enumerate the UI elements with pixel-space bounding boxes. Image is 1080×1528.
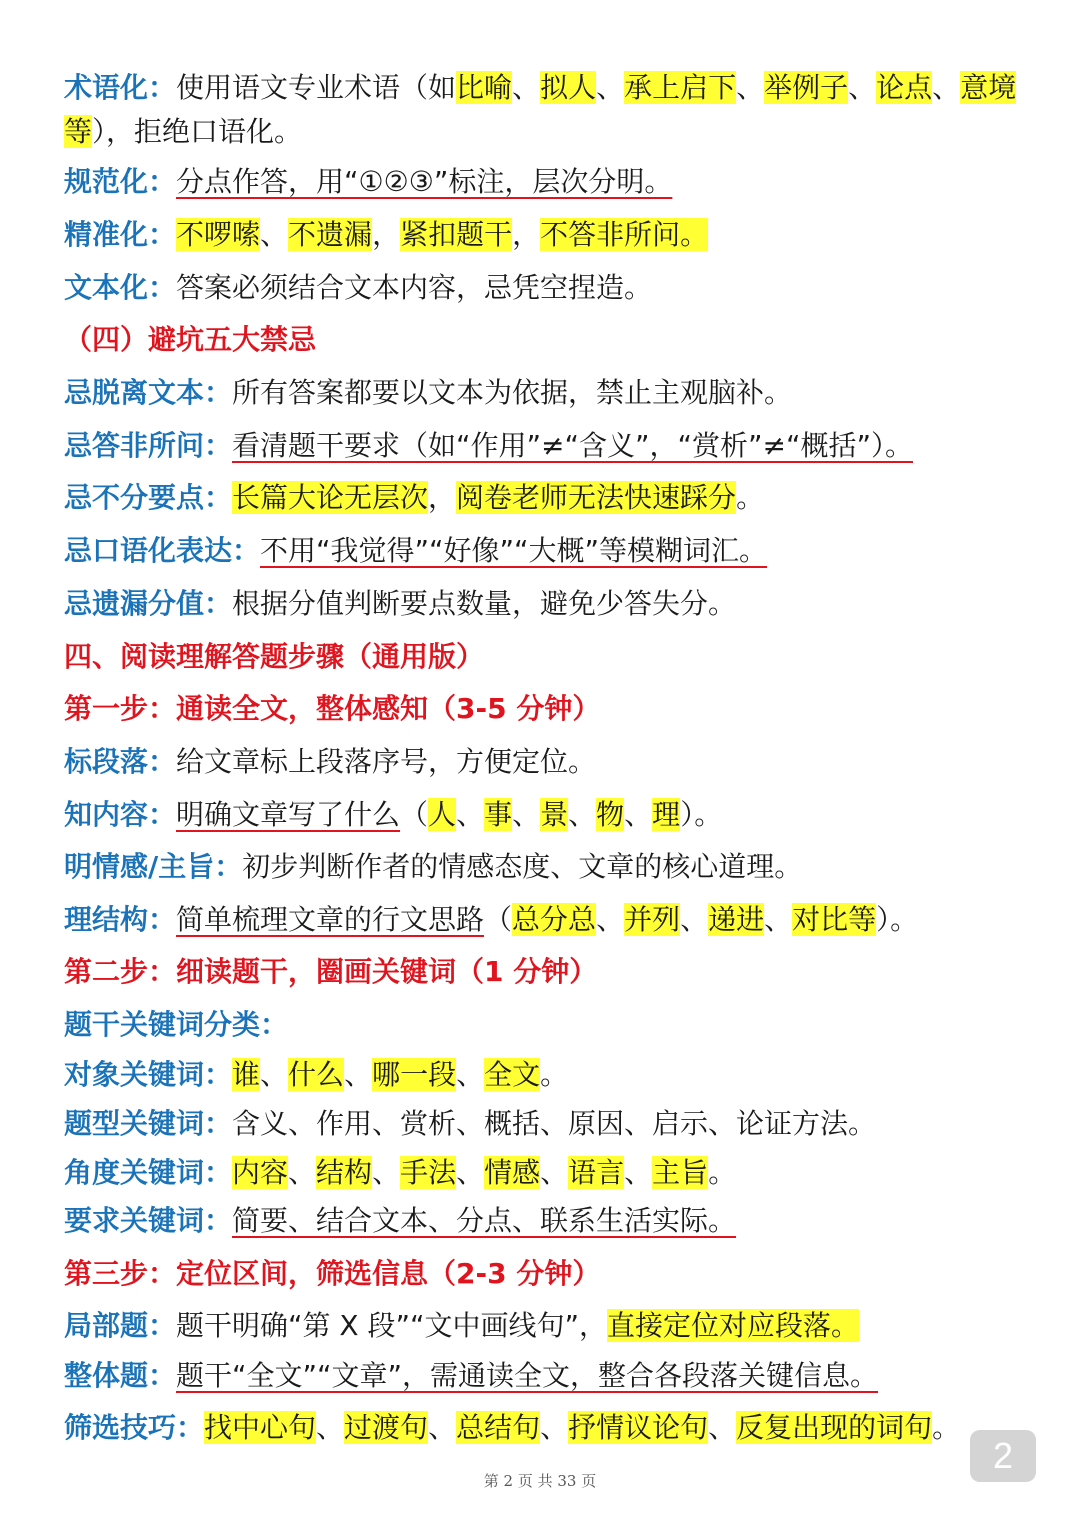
- page-number-badge: 2: [970, 1430, 1036, 1482]
- highlight-text: 过渡句: [344, 1411, 429, 1444]
- item-label: 知内容：: [64, 798, 177, 831]
- highlight-text: 人: [428, 798, 457, 831]
- section-heading: [64, 637, 1024, 677]
- underlined-text: 不用“我觉得”“好像”“大概”等模糊词汇。: [260, 534, 768, 567]
- highlight-text: 不答非所问。: [540, 218, 709, 251]
- highlight-text: 什么: [288, 1058, 345, 1091]
- separator: 、: [344, 1058, 373, 1091]
- highlight-text: 物: [596, 798, 625, 831]
- separator: 、: [932, 71, 961, 104]
- item-label: 理结构：: [64, 903, 177, 936]
- underlined-text: 简单梳理文章的行文思路: [176, 903, 485, 936]
- highlight-text: 全文: [484, 1058, 541, 1091]
- item-text: 答案必须结合文本内容，忌凭空捏造。: [176, 271, 653, 304]
- separator: 、: [596, 71, 625, 104]
- item-text: 。: [736, 481, 765, 514]
- separator: 、: [736, 71, 765, 104]
- separator: ，: [372, 218, 401, 251]
- item-type-keywords: [64, 1104, 1024, 1144]
- separator: 、: [512, 798, 541, 831]
- item-precision: [64, 215, 1024, 255]
- item-structure: [64, 900, 1024, 940]
- underlined-text: 看清题干要求（如“作用”≠“含义”，“赏析”≠“概括”）。: [232, 429, 913, 462]
- item-terminology: [64, 66, 1024, 154]
- item-label: 标段落：: [64, 745, 177, 778]
- highlight-text: 找中心句: [204, 1411, 317, 1444]
- item-text: 。: [540, 1058, 569, 1091]
- separator: 、: [624, 798, 653, 831]
- heading-text: 第二步：细读题干，圈画关键词（1 分钟）: [64, 955, 598, 988]
- separator: 、: [596, 903, 625, 936]
- separator: ，: [428, 481, 457, 514]
- highlight-text: 哪一段: [372, 1058, 457, 1091]
- highlight-text: 事: [484, 798, 513, 831]
- page-footer: 第 2 页 共 33 页: [483, 1472, 597, 1490]
- heading-text: （四）避坑五大禁忌: [64, 323, 317, 356]
- item-know-content: [64, 795, 1024, 835]
- item-text: 初步判断作者的情感态度、文章的核心道理。: [242, 850, 803, 883]
- item-emotion-theme: [64, 847, 1024, 887]
- item-label: 文本化：: [64, 271, 177, 304]
- highlight-text: 谁: [232, 1058, 261, 1091]
- separator: 、: [512, 71, 541, 104]
- highlight-text: 主旨: [652, 1156, 709, 1189]
- item-text: 。: [708, 1156, 737, 1189]
- highlight-text: 紧扣题干: [400, 218, 513, 251]
- item-label: 角度关键词：: [64, 1156, 233, 1189]
- separator: 、: [260, 218, 289, 251]
- highlight-text: 手法: [400, 1156, 457, 1189]
- separator: 、: [764, 903, 793, 936]
- highlight-text: 不遗漏: [288, 218, 373, 251]
- item-text: （: [400, 798, 429, 831]
- step-heading: [64, 952, 1024, 992]
- item-text: 根据分值判断要点数量，避免少答失分。: [232, 587, 737, 620]
- item-text: 给文章标上段落序号，方便定位。: [176, 745, 597, 778]
- taboo-no-points: [64, 478, 1024, 518]
- highlight-text: 长篇大论无层次: [232, 481, 429, 514]
- item-label: 规范化：: [64, 165, 177, 198]
- step-heading: [64, 689, 1024, 729]
- step-heading: [64, 1254, 1024, 1294]
- highlight-text: 抒情议论句: [568, 1411, 709, 1444]
- item-requirement-keywords: [64, 1201, 1024, 1241]
- item-label: 题干关键词分类：: [64, 1008, 289, 1041]
- heading-text: 第三步：定位区间，筛选信息（2-3 分钟）: [64, 1257, 601, 1290]
- separator: 、: [568, 798, 597, 831]
- item-text: ），拒绝口语化。: [92, 115, 303, 148]
- separator: ，: [512, 218, 541, 251]
- separator: 、: [680, 903, 709, 936]
- keyword-category-heading: [64, 1005, 1024, 1045]
- heading-text: 四、阅读理解答题步骤（通用版）: [64, 640, 485, 673]
- item-label: 忌脱离文本：: [64, 376, 233, 409]
- separator: 、: [316, 1411, 345, 1444]
- item-text: ）。: [876, 903, 919, 936]
- item-label: 忌不分要点：: [64, 481, 233, 514]
- underlined-text: 分点作答，用“①②③”标注，层次分明。: [176, 165, 673, 198]
- highlight-text: 直接定位对应段落。: [607, 1309, 860, 1342]
- item-mark-paragraphs: [64, 742, 1024, 782]
- highlight-text: 阅卷老师无法快速踩分: [456, 481, 737, 514]
- highlight-text: 比喻: [456, 71, 513, 104]
- highlight-text: 总分总: [512, 903, 597, 936]
- item-local-question: [64, 1306, 1024, 1346]
- item-text: 题干明确“第 X 段”“文中画线句”，: [176, 1309, 608, 1342]
- highlight-text: 递进: [708, 903, 765, 936]
- highlight-text: 对比等: [792, 903, 877, 936]
- separator: 、: [708, 1411, 737, 1444]
- highlight-text: 总结句: [456, 1411, 541, 1444]
- item-text: 使用语文专业术语（如: [176, 71, 457, 104]
- separator: 、: [428, 1411, 457, 1444]
- separator: 、: [456, 1058, 485, 1091]
- item-standardization: [64, 162, 1024, 202]
- highlight-text: 景: [540, 798, 569, 831]
- separator: 、: [456, 1156, 485, 1189]
- item-text: （: [484, 903, 513, 936]
- highlight-text: 承上启下: [624, 71, 737, 104]
- item-label: 精准化：: [64, 218, 177, 251]
- section-heading: [64, 320, 1024, 360]
- highlight-text: 结构: [316, 1156, 373, 1189]
- separator: 、: [456, 798, 485, 831]
- separator: 、: [288, 1156, 317, 1189]
- highlight-text: 论点: [876, 71, 933, 104]
- item-text: 。: [932, 1411, 961, 1444]
- item-textual: [64, 268, 1024, 308]
- separator: 、: [624, 1156, 653, 1189]
- item-label: 忌口语化表达：: [64, 534, 261, 567]
- taboo-missing-score: [64, 584, 1024, 624]
- highlight-text: 理: [652, 798, 681, 831]
- item-filter-tips: [64, 1408, 1024, 1448]
- underlined-text: 简要、结合文本、分点、联系生活实际。: [232, 1204, 737, 1237]
- highlight-text: 拟人: [540, 71, 597, 104]
- highlight-text: 语言: [568, 1156, 625, 1189]
- highlight-text: 举例子: [764, 71, 849, 104]
- item-object-keywords: [64, 1055, 1024, 1095]
- highlight-text: 不啰嗦: [176, 218, 261, 251]
- heading-text: 第一步：通读全文，整体感知（3-5 分钟）: [64, 692, 601, 725]
- item-label: 整体题：: [64, 1359, 177, 1392]
- highlight-text: 并列: [624, 903, 681, 936]
- highlight-text: 情感: [484, 1156, 541, 1189]
- taboo-off-topic: [64, 426, 1024, 466]
- underlined-text: 明确文章写了什么: [176, 798, 401, 831]
- item-label: 术语化：: [64, 71, 177, 104]
- item-label: 筛选技巧：: [64, 1411, 205, 1444]
- separator: 、: [540, 1156, 569, 1189]
- taboo-leave-text: [64, 373, 1024, 413]
- item-label: 明情感/主旨：: [64, 850, 243, 883]
- item-label: 题型关键词：: [64, 1107, 233, 1140]
- taboo-colloquial: [64, 531, 1024, 571]
- item-text: 含义、作用、赏析、概括、原因、启示、论证方法。: [232, 1107, 877, 1140]
- separator: 、: [372, 1156, 401, 1189]
- separator: 、: [260, 1058, 289, 1091]
- separator: 、: [848, 71, 877, 104]
- item-label: 忌遗漏分值：: [64, 587, 233, 620]
- highlight-text: 内容: [232, 1156, 289, 1189]
- highlight-text: 反复出现的词句: [736, 1411, 933, 1444]
- item-text: ）。: [680, 798, 723, 831]
- item-label: 对象关键词：: [64, 1058, 233, 1091]
- underlined-text: 题干“全文”“文章”，需通读全文，整合各段落关键信息。: [176, 1359, 879, 1392]
- item-whole-question: [64, 1356, 1024, 1396]
- item-text: 所有答案都要以文本为依据，禁止主观脑补。: [232, 376, 793, 409]
- item-label: 要求关键词：: [64, 1204, 233, 1237]
- item-angle-keywords: [64, 1153, 1024, 1193]
- separator: 、: [540, 1411, 569, 1444]
- item-label: 忌答非所问：: [64, 429, 233, 462]
- highlight-text: 意境等: [64, 71, 1017, 148]
- item-label: 局部题：: [64, 1309, 177, 1342]
